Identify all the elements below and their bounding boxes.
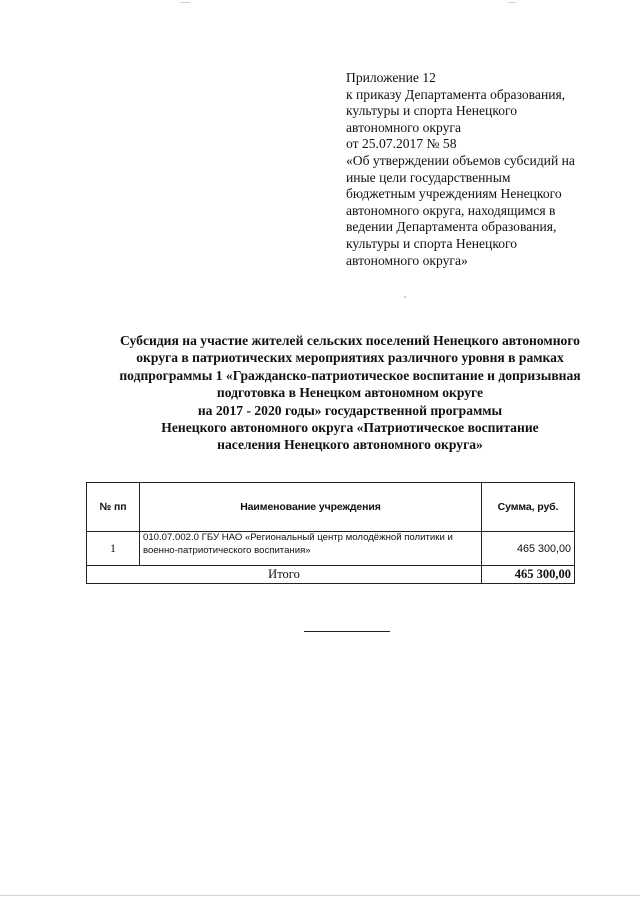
title-line: подготовка в Ненецком автономном округе xyxy=(216,385,484,401)
appendix-line: ведении Департамента образования, xyxy=(346,219,557,235)
appendix-line: автономного округа» xyxy=(346,252,468,268)
column-header-amount: Сумма, руб. xyxy=(482,483,575,532)
title-line: Субсидия на участие жителей сельских поселений Ненецкого автономного xyxy=(120,333,580,348)
appendix-line: культуры и спорта Ненецкого xyxy=(346,103,518,119)
appendix-line: автономного округа xyxy=(346,119,462,135)
total-label: Итого xyxy=(87,566,482,584)
appendix-line: иные цели государственным xyxy=(346,169,511,185)
subsidy-table xyxy=(86,482,575,584)
row-number: 1 xyxy=(87,532,140,566)
scan-speck xyxy=(404,296,406,298)
column-header-institution: Наименование учреждения xyxy=(140,483,482,532)
table-row xyxy=(87,532,575,566)
appendix-header xyxy=(346,70,596,269)
title-line: на 2017 - 2020 годы» государственной программы xyxy=(197,402,503,418)
column-header-number: № пп xyxy=(87,483,140,532)
scan-artifact-line xyxy=(180,2,190,3)
closing-rule xyxy=(304,631,390,632)
appendix-line: от 25.07.2017 № 58 xyxy=(346,136,457,152)
title-line: округа в патриотических мероприятиях различного уровня в рамках xyxy=(136,350,564,366)
document-title xyxy=(80,332,620,454)
scan-artifact-line xyxy=(0,895,640,896)
title-line: Ненецкого автономного округа «Патриотическое воспитание xyxy=(161,420,539,436)
scan-artifact-line xyxy=(508,2,516,3)
institution-name: 010.07.002.0 ГБУ НАО «Региональный центр молодёжной политики и военно-патриотического воспитания» xyxy=(140,532,482,566)
appendix-line: Приложение 12 xyxy=(346,70,436,85)
table-total-row xyxy=(87,566,575,584)
total-amount: 465 300,00 xyxy=(482,566,575,584)
appendix-line: автономного округа, находящимся в xyxy=(346,202,556,218)
table-header-row xyxy=(87,483,575,532)
title-line: подпрограммы 1 «Гражданско-патриотическое воспитание и допризывная xyxy=(119,367,581,383)
appendix-line: культуры и спорта Ненецкого xyxy=(346,235,518,251)
appendix-line: к приказу Департамента образования, xyxy=(346,86,566,102)
appendix-line: бюджетным учреждениям Ненецкого xyxy=(346,186,562,202)
title-line: населения Ненецкого автономного округа» xyxy=(217,437,483,453)
row-amount: 465 300,00 xyxy=(482,532,575,566)
appendix-line: «Об утверждении объемов субсидий на xyxy=(346,152,575,168)
